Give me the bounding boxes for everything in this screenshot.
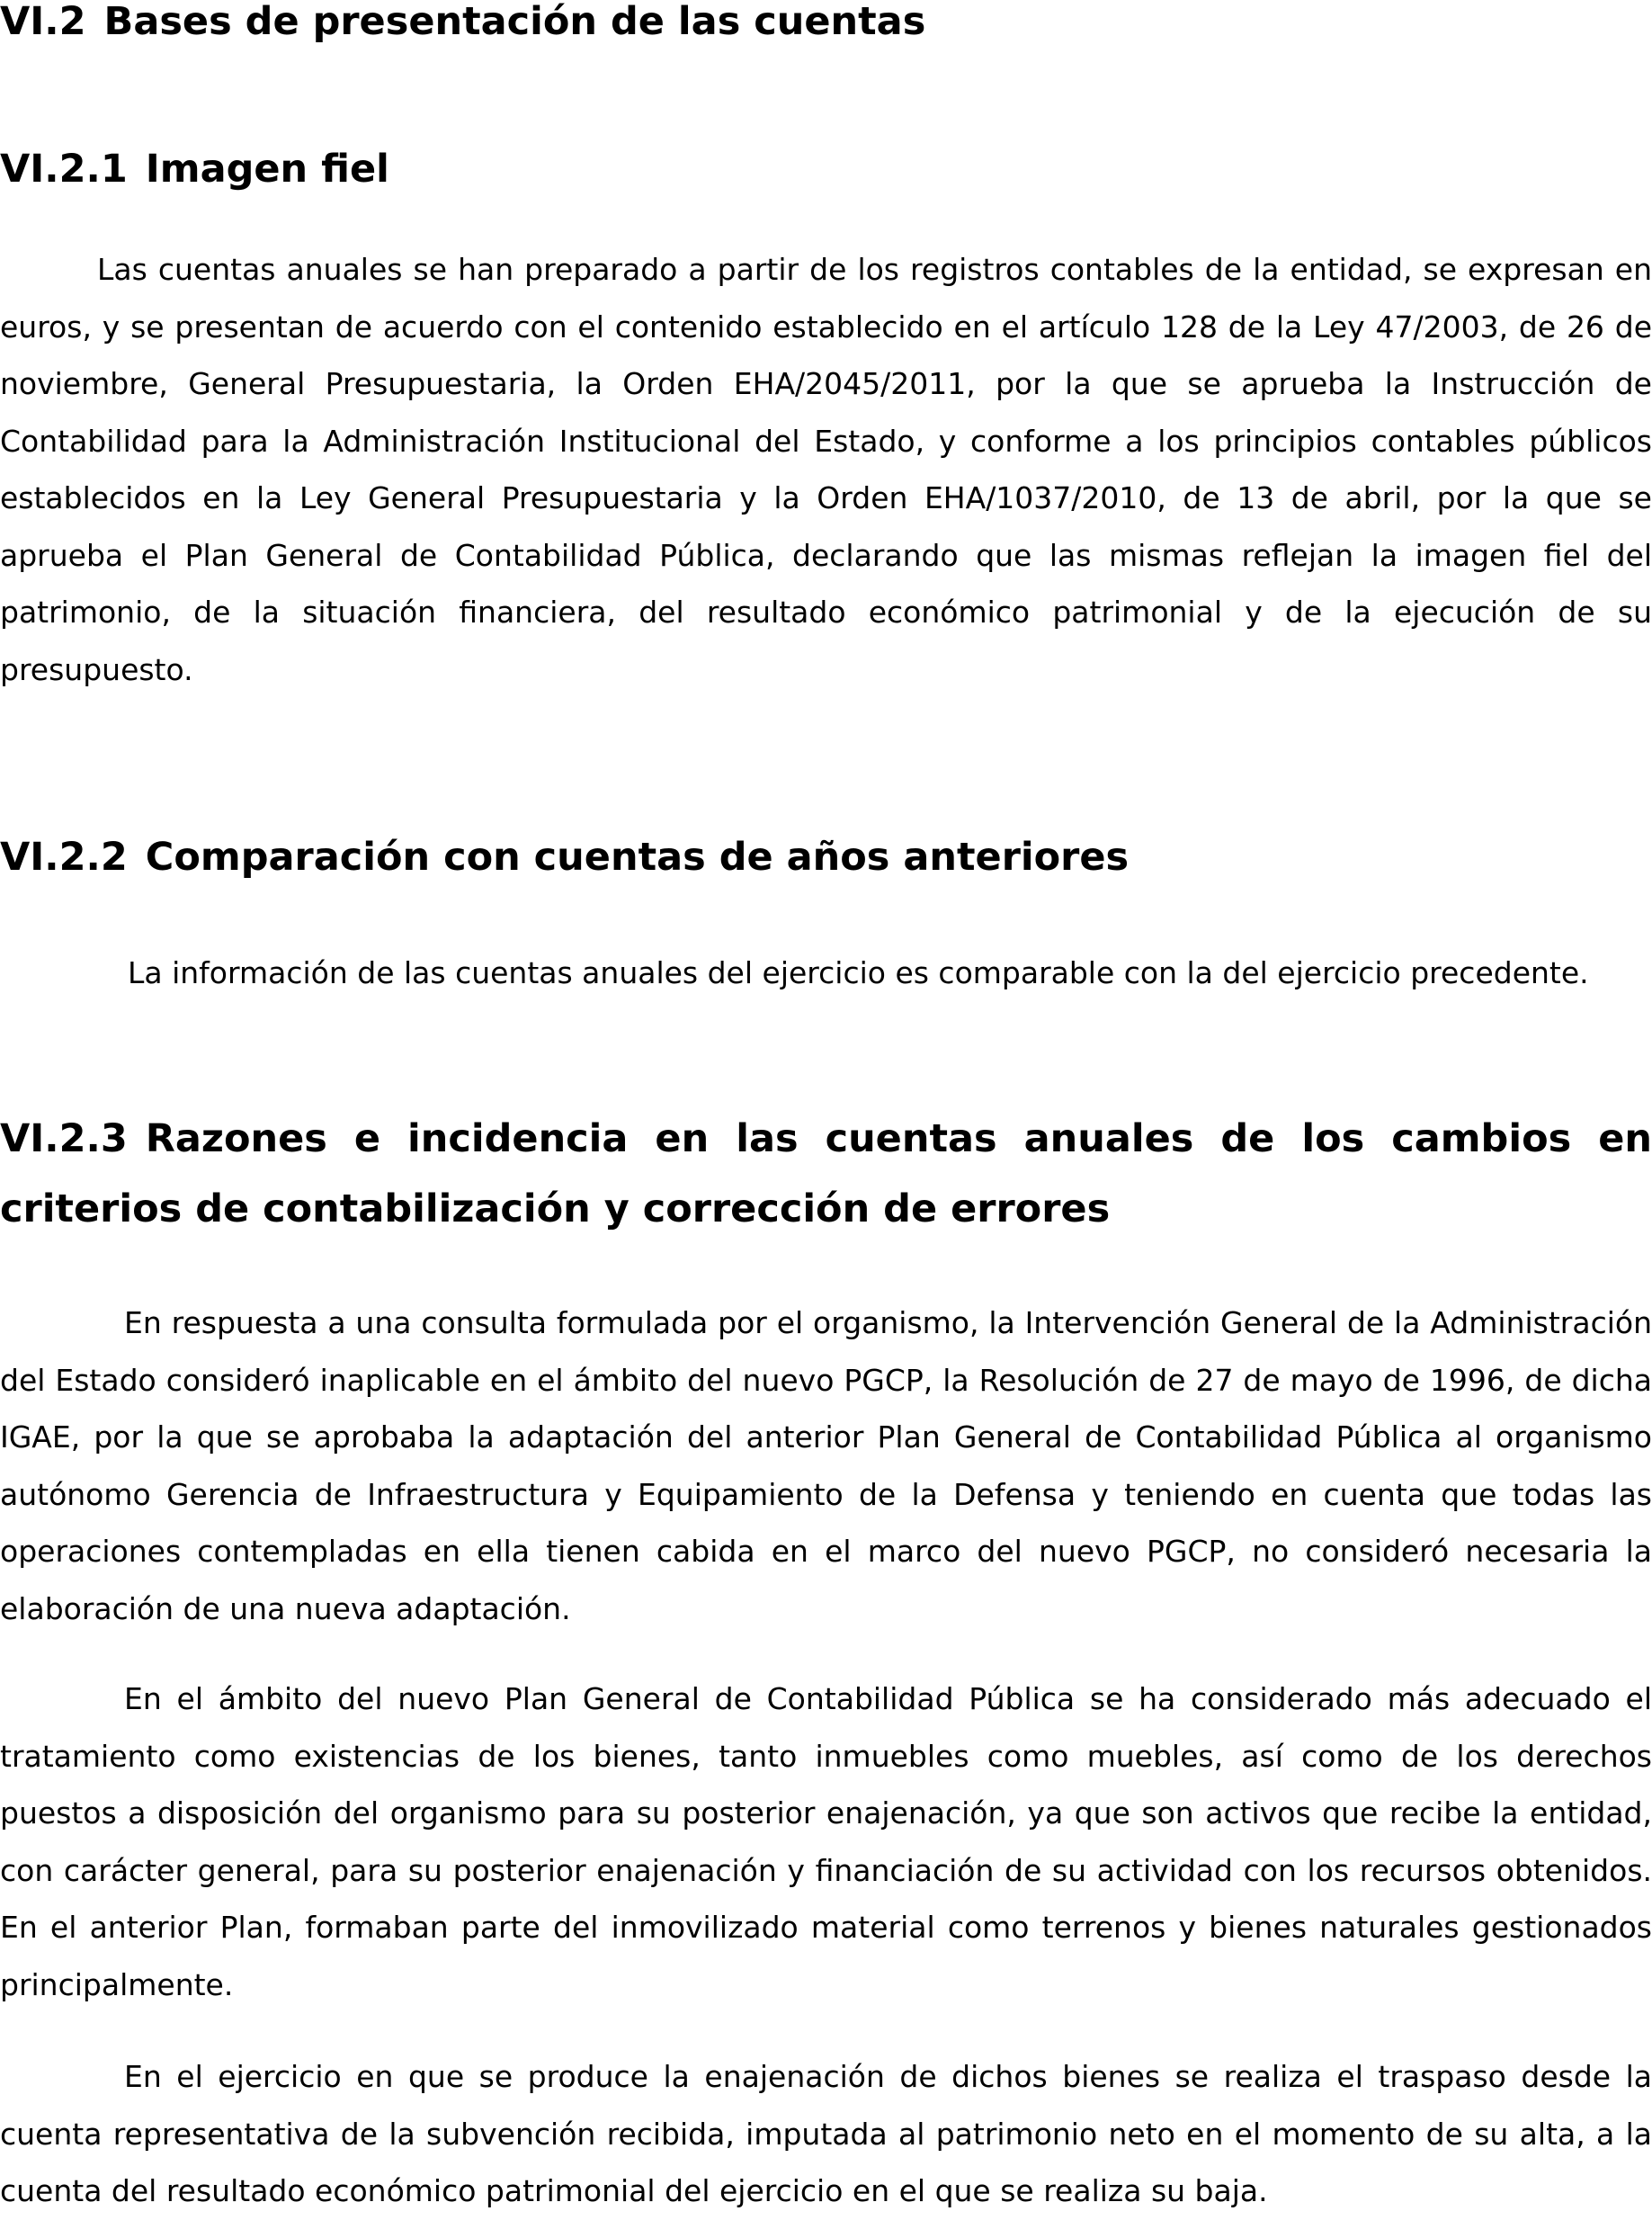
section-number: VI.2.1 [0,147,128,192]
section-heading-vi2 [0,0,925,57]
paragraph-imagen-fiel: Las cuentas anuales se han preparado a partir de los registros contables de la entidad, se expresan en euros, y se presentan de acuerdo con el contenido establecido en el artículo 128 de la Ley 47/2003, de 26 de noviembre, General Presupuestaria, la Orden EHA/2045/2011, por la que se aprueba la Instrucción de Contabilidad para la Administración Institucional del Estado, y conforme a los principios contables públicos establecidos en la Ley General Presupuestaria y la Orden EHA/1037/2010, de 13 de abril, por la que se aprueba el Plan General de Contabilidad Pública, declarando que las mismas reflejan la imagen fiel del patrimonio, de la situación financiera, del resultado económico patrimonial y de la ejecución de su presupuesto. [0,252,1652,687]
section-title: Bases de presentación de las cuentas [103,0,926,44]
section-title: Imagen fiel [145,147,389,192]
section-title: Razones e incidencia en las cuentas anuales de los cambios en criterios de contabilización y corrección de errores [0,1116,1652,1231]
section-title: Comparación con cuentas de años anteriores [145,835,1130,880]
section-number: VI.2.2 [0,835,128,880]
section-heading-vi23 [0,1104,1652,1244]
paragraph-razones-2: En el ámbito del nuevo Plan General de Contabilidad Pública se ha considerado más adecuado el tratamiento como existencias de los bienes, tanto inmuebles como muebles, así como de los derechos puestos a disposición del organismo para su posterior enajenación, ya que son activos que recibe la entidad, con carácter general, para su posterior enajenación y financiación de su actividad con los recursos obtenidos. En el anterior Plan, formaban parte del inmovilizado material como terrenos y bienes naturales gestionados principalmente. [0,1681,1652,2002]
section-heading-vi21 [0,134,389,204]
paragraph-razones-1: En respuesta a una consulta formulada por el organismo, la Intervención General de la Administración del Estado consideró inaplicable en el ámbito del nuevo PGCP, la Resolución de 27 de mayo de 1996, de dicha IGAE, por la que se aprobaba la adaptación del anterior Plan General de Contabilidad Pública al organismo autónomo Gerencia de Infraestructura y Equipamiento de la Defensa y teniendo en cuenta que todas las operaciones contempladas en ella tienen cabida en el marco del nuevo PGCP, no consideró necesaria la elaboración de una nueva adaptación. [0,1305,1652,1626]
paragraph-comparacion: La información de las cuentas anuales del ejercicio es comparable con la del ejercicio precedente. [128,955,1589,990]
section-heading-vi22 [0,822,1129,892]
section-number: VI.2.3 [0,1116,128,1161]
paragraph-razones-3: En el ejercicio en que se produce la enajenación de dichos bienes se realiza el traspaso desde la cuenta representativa de la subvención recibida, imputada al patrimonio neto en el momento de su alta, a la cuenta del resultado económico patrimonial del ejercicio en el que se realiza su baja. [0,2059,1652,2208]
section-number: VI.2 [0,0,86,44]
